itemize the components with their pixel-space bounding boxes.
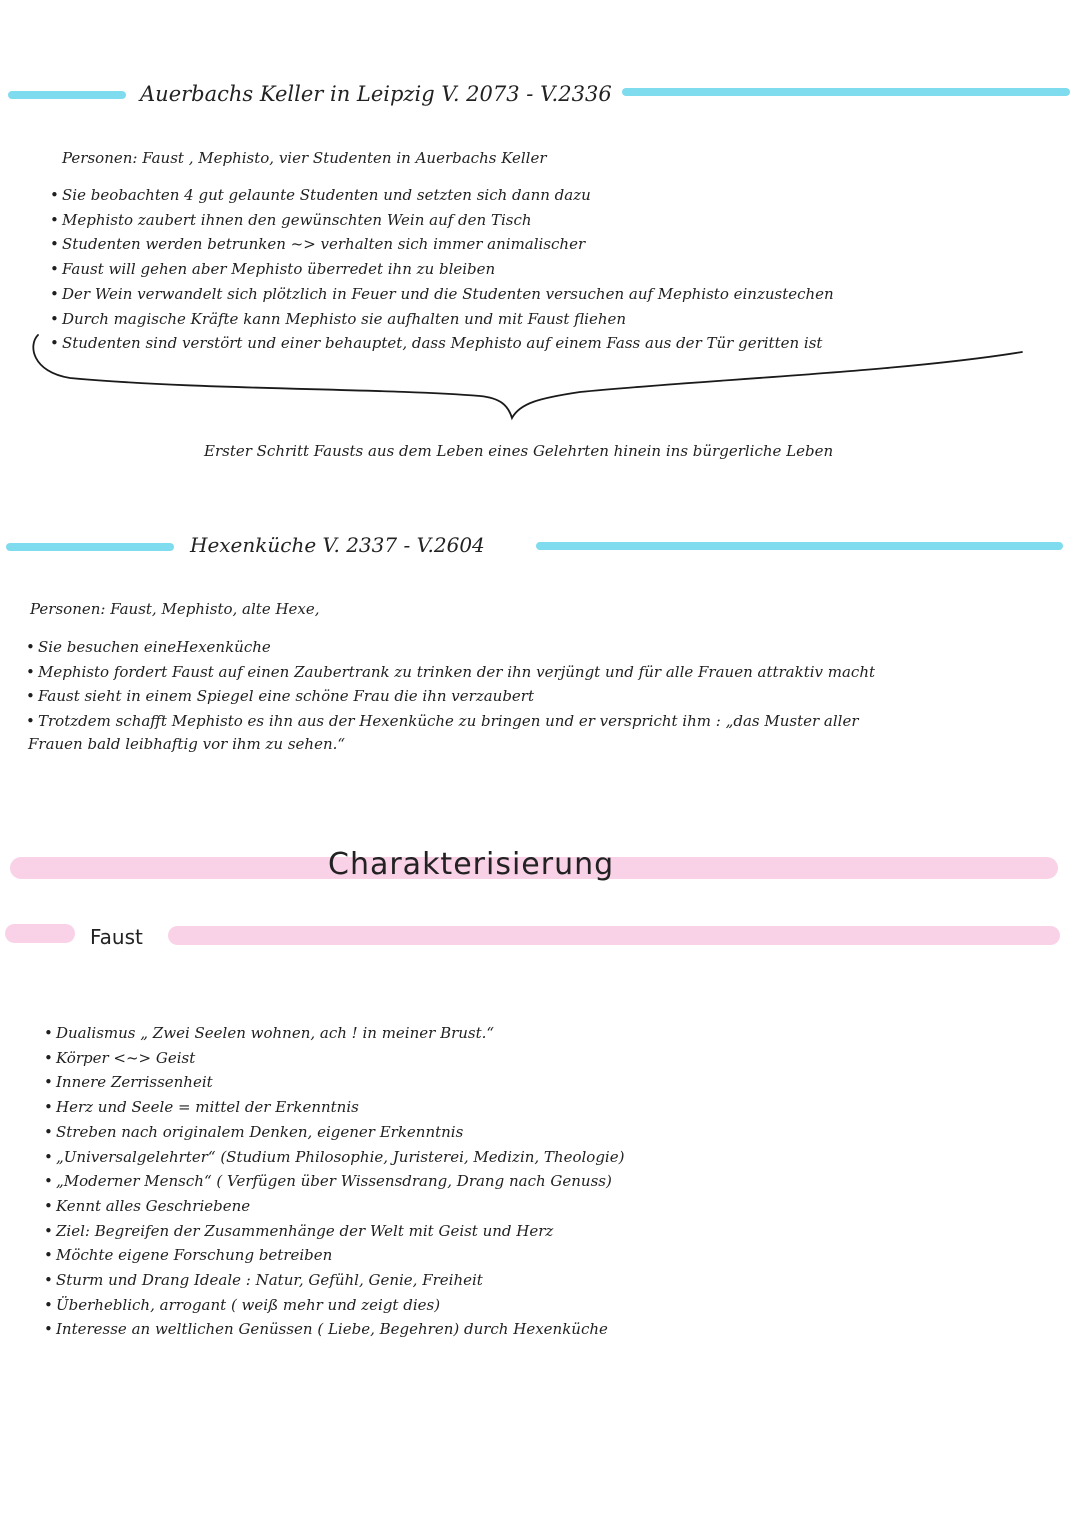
persons-auerbach: Personen: Faust , Mephisto, vier Studenten in Auerbachs Keller xyxy=(62,149,547,167)
list-item: • Studenten sind verstört und einer behauptet, dass Mephisto auf einem Fass aus der Tür geritten ist xyxy=(50,331,834,356)
list-item: • Innere Zerrissenheit xyxy=(44,1070,624,1095)
list-item: • Sie beobachten 4 gut gelaunte Studenten und setzten sich dann dazu xyxy=(50,183,834,208)
list-item: • „Moderner Mensch“ ( Verfügen über Wissensdrang, Drang nach Genuss) xyxy=(44,1169,624,1194)
list-item: • Faust sieht in einem Spiegel eine schöne Frau die ihn verzaubert xyxy=(26,684,875,709)
list-item: • Körper <~> Geist xyxy=(44,1046,624,1071)
section-title-hexenkueche: Hexenküche V. 2337 - V.2604 xyxy=(190,533,485,557)
list-item: • Mephisto zaubert ihnen den gewünschten Wein auf den Tisch xyxy=(50,208,834,233)
heading-highlight-left xyxy=(6,543,174,551)
list-item: • Mephisto fordert Faust auf einen Zaubertrank zu trinken der ihn verjüngt und für alle Frauen attraktiv macht xyxy=(26,660,875,685)
section-title-auerbach: Auerbachs Keller in Leipzig V. 2073 - V.2336 xyxy=(140,82,612,106)
list-item: • Durch magische Kräfte kann Mephisto sie aufhalten und mit Faust fliehen xyxy=(50,307,834,332)
list-item: • Interesse an weltlichen Genüssen ( Liebe, Begehren) durch Hexenküche xyxy=(44,1317,624,1342)
summary-brace xyxy=(0,0,1080,440)
summary-conclusion: Erster Schritt Fausts aus dem Leben eines Gelehrten hinein ins bürgerliche Leben xyxy=(204,442,834,460)
list-item: • Streben nach originalem Denken, eigener Erkenntnis xyxy=(44,1120,624,1145)
heading-highlight-right xyxy=(536,542,1063,550)
list-item: • Der Wein verwandelt sich plötzlich in Feuer und die Studenten versuchen auf Mephisto einzustechen xyxy=(50,282,834,307)
subsection-title-faust: Faust xyxy=(90,925,143,949)
list-item: • Faust will gehen aber Mephisto überredet ihn zu bleiben xyxy=(50,257,834,282)
subheading-highlight-left xyxy=(5,924,75,943)
bullet-continuation: Frauen bald leibhaftig vor ihm zu sehen.“ xyxy=(28,735,346,753)
list-item: • Herz und Seele = mittel der Erkenntnis xyxy=(44,1095,624,1120)
subheading-highlight-right xyxy=(168,926,1060,945)
bullet-list-faust xyxy=(44,1021,624,1342)
list-item: • Trotzdem schafft Mephisto es ihn aus der Hexenküche zu bringen und er verspricht ihm : „das Muster aller xyxy=(26,709,875,734)
list-item: • Überheblich, arrogant ( weiß mehr und zeigt dies) xyxy=(44,1293,624,1318)
list-item: • Studenten werden betrunken ~> verhalten sich immer animalischer xyxy=(50,232,834,257)
section-title-charakterisierung: Charakterisierung xyxy=(328,847,615,882)
persons-hexenkueche: Personen: Faust, Mephisto, alte Hexe, xyxy=(30,600,320,618)
list-item: • Kennt alles Geschriebene xyxy=(44,1194,624,1219)
bullet-list-hexenkueche xyxy=(26,635,875,734)
list-item: • Ziel: Begreifen der Zusammenhänge der Welt mit Geist und Herz xyxy=(44,1219,624,1244)
list-item: • Sturm und Drang Ideale : Natur, Gefühl, Genie, Freiheit xyxy=(44,1268,624,1293)
list-item: • Dualismus „ Zwei Seelen wohnen, ach ! in meiner Brust.“ xyxy=(44,1021,624,1046)
list-item: • „Universalgelehrter“ (Studium Philosophie, Juristerei, Medizin, Theologie) xyxy=(44,1145,624,1170)
list-item: • Möchte eigene Forschung betreiben xyxy=(44,1243,624,1268)
list-item: • Sie besuchen eineHexenküche xyxy=(26,635,875,660)
